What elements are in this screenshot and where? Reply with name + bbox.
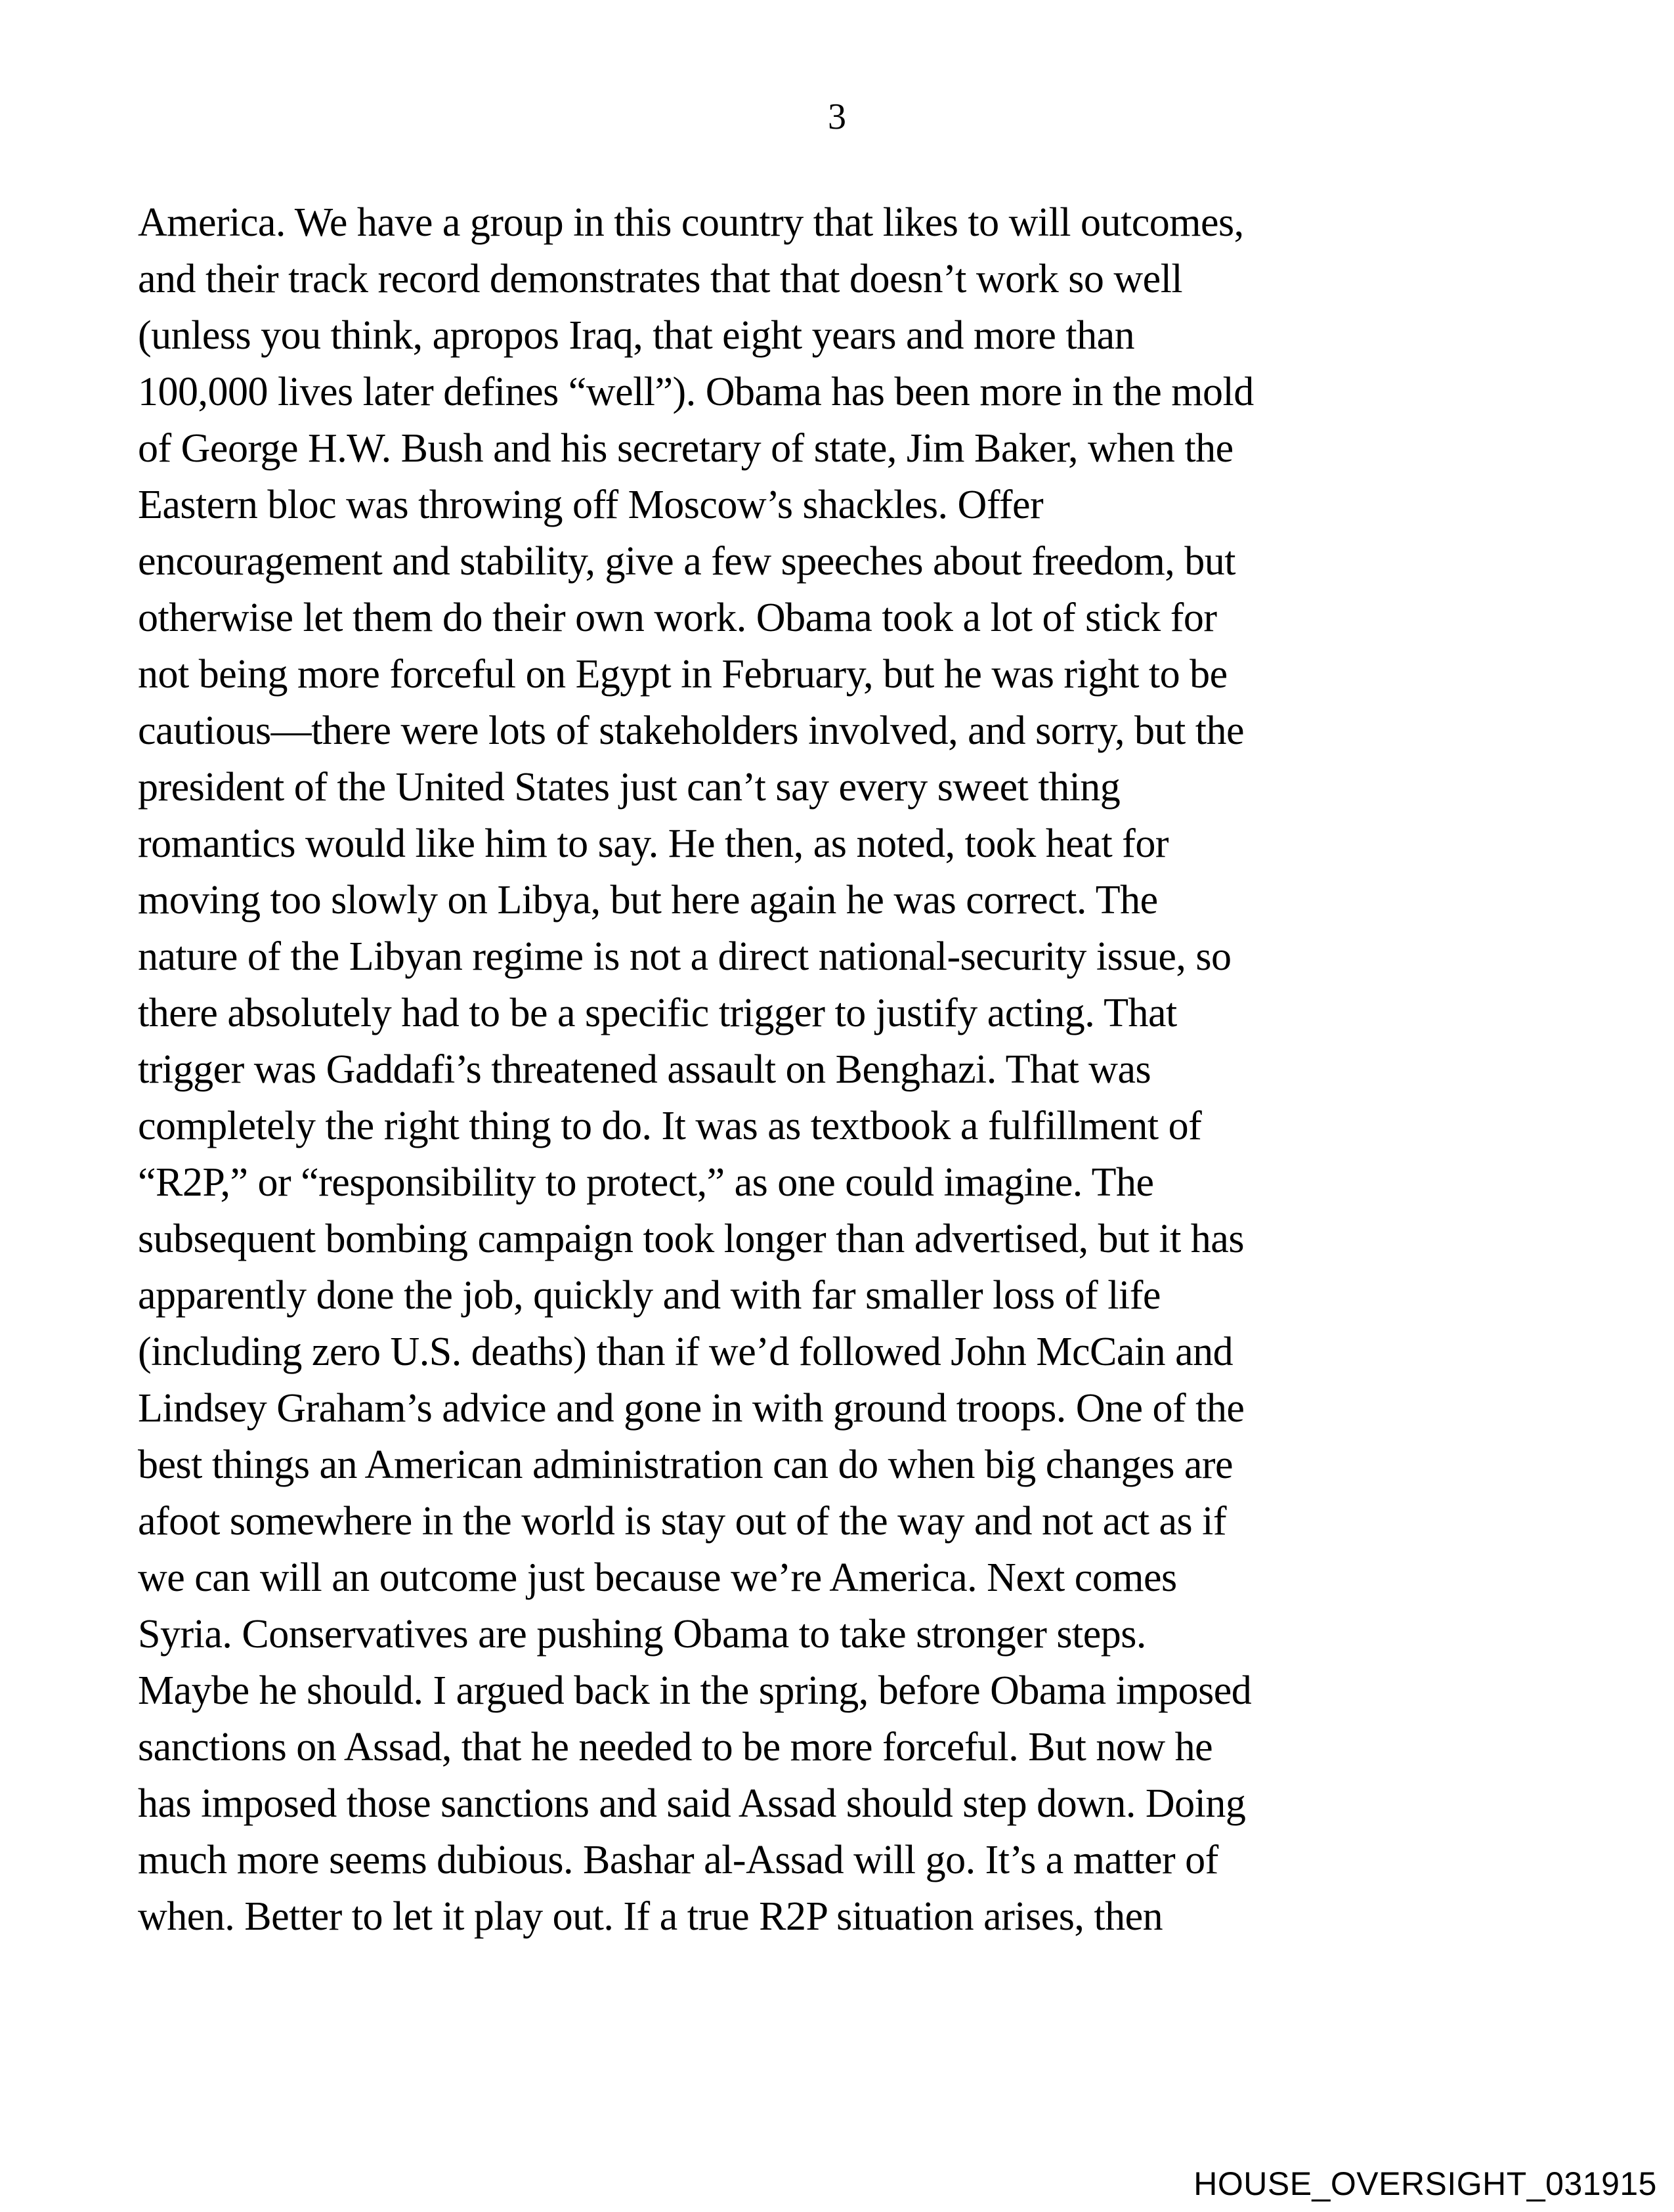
text-line: nature of the Libyan regime is not a direct national-security issue, so xyxy=(138,934,1232,979)
text-line: (including zero U.S. deaths) than if we’d followed John McCain and xyxy=(138,1330,1234,1374)
text-line: (unless you think, apropos Iraq, that eight years and more than xyxy=(138,313,1135,358)
text-line: Syria. Conservatives are pushing Obama to take stronger steps. xyxy=(138,1612,1146,1657)
text-line: moving too slowly on Libya, but here again he was correct. The xyxy=(138,878,1158,922)
text-line: there absolutely had to be a specific trigger to justify acting. That xyxy=(138,991,1177,1035)
text-line: Lindsey Graham’s advice and gone in with ground troops. One of the xyxy=(138,1386,1245,1431)
text-line: completely the right thing to do. It was as textbook a fulfillment of xyxy=(138,1104,1202,1148)
text-line: “R2P,” or “responsibility to protect,” as one could imagine. The xyxy=(138,1160,1154,1205)
text-line: of George H.W. Bush and his secretary of state, Jim Baker, when the xyxy=(138,426,1234,471)
body-text xyxy=(138,194,1576,1945)
text-line: president of the United States just can’t say every sweet thing xyxy=(138,765,1121,810)
text-line: otherwise let them do their own work. Obama took a lot of stick for xyxy=(138,596,1217,640)
text-line: when. Better to let it play out. If a true R2P situation arises, then xyxy=(138,1894,1163,1939)
text-line: apparently done the job, quickly and with far smaller loss of life xyxy=(138,1273,1161,1318)
text-line: best things an American administration can do when big changes are xyxy=(138,1442,1234,1487)
text-line: subsequent bombing campaign took longer than advertised, but it has xyxy=(138,1217,1244,1261)
text-line: much more seems dubious. Bashar al-Assad will go. It’s a matter of xyxy=(138,1838,1218,1882)
bates-number: HOUSE_OVERSIGHT_031915 xyxy=(1193,2165,1657,2202)
text-line: cautious—there were lots of stakeholders involved, and sorry, but the xyxy=(138,708,1244,753)
text-line: and their track record demonstrates that that doesn’t work so well xyxy=(138,257,1183,301)
text-line: Maybe he should. I argued back in the spring, before Obama imposed xyxy=(138,1668,1252,1713)
text-line: America. We have a group in this country that likes to will outcomes, xyxy=(138,200,1244,245)
text-line: afoot somewhere in the world is stay out of the way and not act as if xyxy=(138,1499,1226,1544)
page-number: 3 xyxy=(828,97,846,137)
text-line: has imposed those sanctions and said Assad should step down. Doing xyxy=(138,1781,1246,1826)
text-line: not being more forceful on Egypt in February, but he was right to be xyxy=(138,652,1228,697)
text-line: sanctions on Assad, that he needed to be more forceful. But now he xyxy=(138,1725,1213,1769)
text-line: we can will an outcome just because we’re America. Next comes xyxy=(138,1555,1177,1600)
text-line: encouragement and stability, give a few speeches about freedom, but xyxy=(138,539,1236,584)
text-line: Eastern bloc was throwing off Moscow’s shackles. Offer xyxy=(138,483,1044,527)
text-line: 100,000 lives later defines “well”). Obama has been more in the mold xyxy=(138,370,1254,414)
text-line: romantics would like him to say. He then, as noted, took heat for xyxy=(138,821,1169,866)
text-line: trigger was Gaddafi’s threatened assault on Benghazi. That was xyxy=(138,1047,1151,1092)
